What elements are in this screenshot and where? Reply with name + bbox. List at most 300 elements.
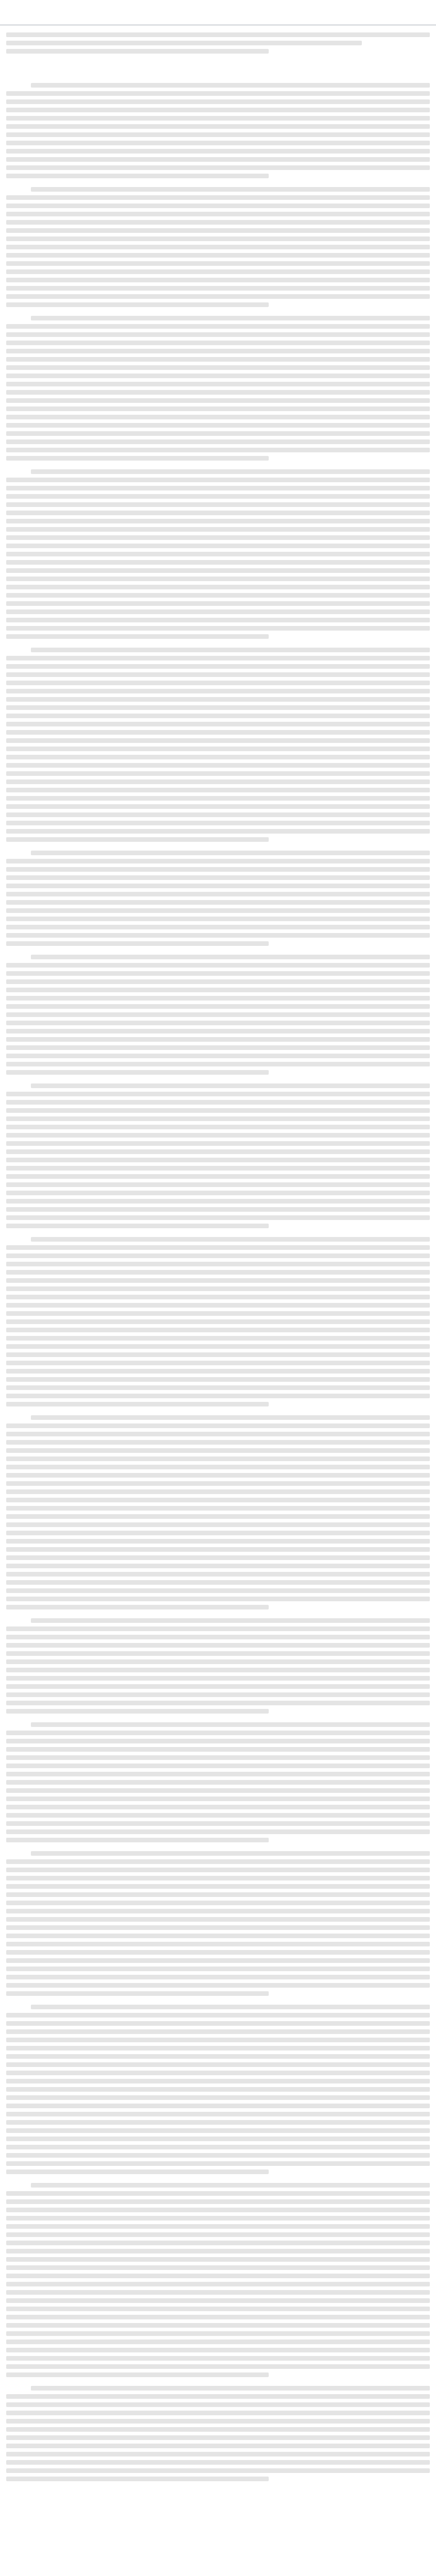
text-line-placeholder bbox=[31, 187, 430, 192]
text-line-placeholder bbox=[6, 626, 430, 631]
paragraph-gap bbox=[6, 464, 430, 469]
text-line-placeholder bbox=[6, 1377, 430, 1382]
text-line-placeholder bbox=[6, 618, 430, 622]
text-line-placeholder bbox=[6, 859, 430, 863]
paragraph-gap bbox=[6, 1999, 430, 2005]
text-line-placeholder bbox=[6, 261, 430, 266]
text-line-placeholder bbox=[6, 1626, 430, 1631]
text-line-placeholder bbox=[6, 812, 430, 817]
text-line-placeholder bbox=[6, 2104, 430, 2108]
text-line-placeholder bbox=[6, 1755, 430, 1760]
text-line-placeholder bbox=[6, 220, 430, 225]
paragraph-gap bbox=[6, 1613, 430, 1618]
text-line-placeholder bbox=[6, 933, 430, 938]
text-line-placeholder bbox=[6, 382, 430, 386]
text-line-placeholder bbox=[6, 747, 430, 751]
text-line-placeholder bbox=[6, 1012, 430, 1017]
text-line-placeholder bbox=[6, 332, 430, 337]
text-line-placeholder bbox=[6, 1182, 430, 1187]
text-line-placeholder bbox=[6, 2298, 430, 2303]
text-line-placeholder bbox=[6, 1432, 430, 1436]
text-line-placeholder bbox=[6, 1838, 269, 1842]
text-line-placeholder bbox=[6, 1054, 430, 1058]
text-line-placeholder bbox=[6, 486, 430, 490]
text-line-placeholder bbox=[6, 32, 430, 37]
text-line-placeholder bbox=[6, 1739, 430, 1743]
text-line-placeholder bbox=[6, 672, 430, 677]
text-line-placeholder bbox=[6, 1701, 430, 1705]
text-line-placeholder bbox=[6, 448, 430, 452]
text-line-placeholder bbox=[6, 1270, 430, 1275]
text-line-placeholder bbox=[6, 1166, 430, 1171]
text-line-placeholder bbox=[6, 1344, 430, 1349]
text-line-placeholder bbox=[6, 1456, 430, 1461]
text-line-placeholder bbox=[31, 469, 430, 474]
text-line-placeholder bbox=[6, 705, 430, 710]
text-line-placeholder bbox=[31, 316, 430, 320]
text-line-placeholder bbox=[6, 2364, 430, 2369]
text-line-placeholder bbox=[6, 398, 430, 403]
text-line-placeholder bbox=[6, 2307, 430, 2311]
text-line-placeholder bbox=[6, 2257, 430, 2262]
text-line-placeholder bbox=[6, 988, 430, 992]
text-line-placeholder bbox=[6, 2153, 430, 2158]
text-line-placeholder bbox=[6, 2323, 430, 2328]
text-line-placeholder bbox=[6, 1402, 269, 1406]
text-line-placeholder bbox=[6, 1909, 430, 1913]
text-line-placeholder bbox=[6, 1328, 430, 1332]
text-line-placeholder bbox=[6, 2137, 430, 2141]
text-line-placeholder bbox=[6, 1514, 430, 1519]
text-line-placeholder bbox=[31, 1618, 430, 1623]
text-line-placeholder bbox=[6, 2062, 430, 2067]
text-line-placeholder bbox=[6, 1829, 430, 1834]
text-line-placeholder bbox=[6, 2208, 430, 2212]
text-line-placeholder bbox=[6, 821, 430, 825]
text-line-placeholder bbox=[6, 1394, 430, 1398]
text-line-placeholder bbox=[6, 431, 430, 436]
text-line-placeholder bbox=[6, 837, 269, 842]
text-line-placeholder bbox=[6, 1062, 430, 1066]
text-line-placeholder bbox=[6, 1780, 430, 1785]
text-line-placeholder bbox=[6, 552, 430, 556]
paragraph-gap bbox=[6, 1232, 430, 1237]
text-line-placeholder bbox=[6, 278, 430, 282]
text-line-placeholder bbox=[6, 1942, 430, 1946]
text-line-placeholder bbox=[6, 1547, 430, 1552]
text-line-placeholder bbox=[6, 1892, 430, 1897]
text-line-placeholder bbox=[6, 502, 430, 507]
text-line-placeholder bbox=[6, 577, 430, 581]
text-line-placeholder bbox=[6, 1174, 430, 1179]
text-line-placeholder bbox=[6, 1772, 430, 1776]
text-line-placeholder bbox=[6, 141, 430, 145]
text-line-placeholder bbox=[6, 149, 430, 154]
text-line-placeholder bbox=[6, 1884, 430, 1889]
text-line-placeholder bbox=[6, 1369, 430, 1374]
text-line-placeholder bbox=[31, 1415, 430, 1420]
text-line-placeholder bbox=[6, 2029, 430, 2034]
text-line-placeholder bbox=[6, 763, 430, 768]
text-line-placeholder bbox=[6, 1950, 430, 1955]
text-line-placeholder bbox=[6, 2411, 430, 2415]
text-line-placeholder bbox=[6, 2468, 430, 2473]
page-title bbox=[0, 0, 436, 25]
text-line-placeholder bbox=[6, 1191, 430, 1195]
text-line-placeholder bbox=[6, 593, 430, 598]
text-line-placeholder bbox=[6, 41, 362, 45]
text-line-placeholder bbox=[6, 2427, 430, 2432]
text-line-placeholder bbox=[6, 1125, 430, 1129]
text-line-placeholder bbox=[6, 2315, 430, 2319]
text-line-placeholder bbox=[6, 2356, 430, 2361]
text-line-placeholder bbox=[6, 2112, 430, 2116]
text-line-placeholder bbox=[6, 1045, 430, 1050]
text-line-placeholder bbox=[6, 1876, 430, 1880]
text-line-placeholder bbox=[6, 1473, 430, 1478]
text-line-placeholder bbox=[6, 1522, 430, 1527]
text-line-placeholder bbox=[6, 1352, 430, 1357]
text-line-placeholder bbox=[6, 1361, 430, 1365]
text-line-placeholder bbox=[6, 917, 430, 921]
text-line-placeholder bbox=[6, 1597, 430, 1601]
text-line-placeholder bbox=[6, 1037, 430, 1042]
text-line-placeholder bbox=[31, 1722, 430, 1727]
text-line-placeholder bbox=[6, 601, 430, 606]
text-line-placeholder bbox=[6, 634, 269, 639]
text-line-placeholder bbox=[6, 1975, 430, 1979]
text-line-placeholder bbox=[6, 1245, 430, 1250]
text-line-placeholder bbox=[6, 1605, 269, 1609]
text-line-placeholder bbox=[6, 1440, 430, 1445]
text-line-placeholder bbox=[6, 228, 430, 233]
text-line-placeholder bbox=[6, 804, 430, 809]
text-line-placeholder bbox=[6, 2216, 430, 2221]
text-line-placeholder bbox=[31, 1083, 430, 1088]
text-line-placeholder bbox=[6, 1564, 430, 1568]
text-line-placeholder bbox=[6, 2054, 430, 2059]
text-line-placeholder bbox=[6, 1108, 430, 1113]
text-line-placeholder bbox=[6, 2402, 430, 2407]
text-line-placeholder bbox=[6, 1805, 430, 1809]
text-line-placeholder bbox=[6, 2079, 430, 2083]
text-line-placeholder bbox=[6, 1764, 430, 1768]
text-line-placeholder bbox=[31, 83, 430, 88]
text-line-placeholder bbox=[6, 779, 430, 784]
text-line-placeholder bbox=[6, 349, 430, 353]
text-line-placeholder bbox=[6, 1465, 430, 1469]
text-line-placeholder bbox=[6, 365, 430, 370]
text-line-placeholder bbox=[6, 963, 430, 968]
text-line-placeholder bbox=[6, 664, 430, 669]
text-line-placeholder bbox=[6, 1788, 430, 1793]
text-line-placeholder bbox=[6, 2199, 430, 2204]
text-line-placeholder bbox=[6, 1684, 430, 1689]
text-line-placeholder bbox=[6, 2435, 430, 2440]
text-line-placeholder bbox=[6, 1199, 430, 1204]
intro-paragraph bbox=[0, 25, 436, 63]
text-line-placeholder bbox=[6, 1278, 430, 1283]
text-line-placeholder bbox=[6, 302, 269, 307]
text-line-placeholder bbox=[31, 2386, 430, 2391]
text-line-placeholder bbox=[6, 1917, 430, 1922]
text-line-placeholder bbox=[6, 1859, 430, 1864]
text-line-placeholder bbox=[6, 730, 430, 735]
text-line-placeholder bbox=[6, 341, 430, 345]
text-line-placeholder bbox=[6, 1901, 430, 1905]
text-line-placeholder bbox=[6, 738, 430, 743]
text-line-placeholder bbox=[6, 195, 430, 200]
text-line-placeholder bbox=[6, 269, 430, 274]
text-line-placeholder bbox=[6, 788, 430, 792]
text-line-placeholder bbox=[6, 2372, 269, 2377]
paragraph-gap bbox=[6, 2485, 430, 2490]
text-line-placeholder bbox=[6, 124, 430, 129]
text-line-placeholder bbox=[6, 1925, 430, 1930]
text-line-placeholder bbox=[6, 1481, 430, 1486]
text-line-placeholder bbox=[6, 925, 430, 929]
paragraph-gap bbox=[6, 1078, 430, 1083]
text-line-placeholder bbox=[6, 245, 430, 249]
text-line-placeholder bbox=[6, 796, 430, 801]
text-line-placeholder bbox=[6, 2282, 430, 2286]
text-line-placeholder bbox=[6, 1262, 430, 1266]
text-line-placeholder bbox=[6, 2232, 430, 2237]
text-line-placeholder bbox=[6, 1588, 430, 1593]
text-line-placeholder bbox=[6, 1813, 430, 1818]
text-line-placeholder bbox=[6, 560, 430, 565]
text-line-placeholder bbox=[6, 697, 430, 702]
text-line-placeholder bbox=[6, 2071, 430, 2075]
paragraph-gap bbox=[6, 182, 430, 187]
text-line-placeholder bbox=[6, 1311, 430, 1316]
text-line-placeholder bbox=[31, 648, 430, 652]
text-line-placeholder bbox=[6, 108, 430, 112]
text-line-placeholder bbox=[6, 1286, 430, 1291]
text-line-placeholder bbox=[6, 2046, 430, 2050]
text-line-placeholder bbox=[6, 91, 430, 96]
text-line-placeholder bbox=[6, 212, 430, 216]
text-line-placeholder bbox=[6, 456, 269, 461]
text-line-placeholder bbox=[6, 829, 430, 834]
text-line-placeholder bbox=[6, 1797, 430, 1801]
text-line-placeholder bbox=[6, 1489, 430, 1494]
text-line-placeholder bbox=[31, 2183, 430, 2188]
text-line-placeholder bbox=[6, 165, 430, 170]
text-line-placeholder bbox=[6, 2419, 430, 2424]
text-line-placeholder bbox=[6, 2477, 269, 2481]
text-line-placeholder bbox=[6, 941, 269, 946]
text-line-placeholder bbox=[6, 2224, 430, 2229]
text-line-placeholder bbox=[6, 423, 430, 428]
text-line-placeholder bbox=[6, 771, 430, 776]
text-line-placeholder bbox=[6, 1448, 430, 1453]
text-line-placeholder bbox=[6, 2095, 430, 2100]
text-line-placeholder bbox=[6, 1141, 430, 1146]
text-line-placeholder bbox=[6, 1643, 430, 1648]
text-line-placeholder bbox=[6, 585, 430, 589]
text-line-placeholder bbox=[6, 1572, 430, 1577]
text-line-placeholder bbox=[6, 1651, 430, 1656]
text-line-placeholder bbox=[6, 1635, 430, 1639]
text-line-placeholder bbox=[6, 2265, 430, 2270]
text-line-placeholder bbox=[6, 1149, 430, 1154]
text-line-placeholder bbox=[6, 49, 269, 54]
text-line-placeholder bbox=[6, 439, 430, 444]
paragraph-gap bbox=[6, 2381, 430, 2386]
text-line-placeholder bbox=[6, 2460, 430, 2465]
text-line-placeholder bbox=[6, 1385, 430, 1390]
text-line-placeholder bbox=[6, 1253, 430, 1258]
text-line-placeholder bbox=[6, 714, 430, 718]
text-line-placeholder bbox=[6, 1224, 269, 1228]
text-line-placeholder bbox=[6, 1295, 430, 1299]
article-body bbox=[0, 80, 436, 2490]
text-line-placeholder bbox=[6, 1423, 430, 1428]
text-line-placeholder bbox=[31, 2005, 430, 2009]
text-line-placeholder bbox=[6, 1116, 430, 1121]
text-line-placeholder bbox=[6, 535, 430, 540]
text-line-placeholder bbox=[6, 875, 430, 880]
text-line-placeholder bbox=[6, 2013, 430, 2018]
text-line-placeholder bbox=[6, 511, 430, 515]
text-line-placeholder bbox=[6, 1958, 430, 1963]
text-line-placeholder bbox=[6, 1336, 430, 1341]
text-line-placeholder bbox=[6, 1303, 430, 1308]
text-line-placeholder bbox=[6, 2452, 430, 2456]
text-line-placeholder bbox=[6, 867, 430, 872]
text-line-placeholder bbox=[6, 2249, 430, 2253]
text-line-placeholder bbox=[6, 900, 430, 905]
text-line-placeholder bbox=[6, 1539, 430, 1544]
text-line-placeholder bbox=[6, 99, 430, 104]
text-line-placeholder bbox=[6, 1029, 430, 1033]
text-line-placeholder bbox=[6, 2145, 430, 2149]
text-line-placeholder bbox=[6, 996, 430, 1001]
paragraph-gap bbox=[6, 1846, 430, 1851]
text-line-placeholder bbox=[6, 755, 430, 759]
body-line-placeholders bbox=[6, 83, 430, 2490]
text-line-placeholder bbox=[6, 2128, 430, 2133]
text-line-placeholder bbox=[6, 979, 430, 984]
text-line-placeholder bbox=[6, 568, 430, 573]
text-line-placeholder bbox=[6, 2161, 430, 2166]
paragraph-gap bbox=[6, 642, 430, 648]
text-line-placeholder bbox=[6, 681, 430, 685]
text-line-placeholder bbox=[6, 478, 430, 482]
paragraph-gap bbox=[6, 1717, 430, 1722]
text-line-placeholder bbox=[6, 689, 430, 693]
text-line-placeholder bbox=[6, 2394, 430, 2399]
text-line-placeholder bbox=[6, 1506, 430, 1511]
text-line-placeholder bbox=[6, 1021, 430, 1025]
text-line-placeholder bbox=[6, 1070, 269, 1075]
text-line-placeholder bbox=[6, 2444, 430, 2448]
text-line-placeholder bbox=[6, 1092, 430, 1096]
text-line-placeholder bbox=[6, 2021, 430, 2026]
text-line-placeholder bbox=[6, 1692, 430, 1697]
text-line-placeholder bbox=[6, 1676, 430, 1681]
text-line-placeholder bbox=[6, 2274, 430, 2278]
text-line-placeholder bbox=[6, 1158, 430, 1162]
text-line-placeholder bbox=[6, 519, 430, 523]
text-line-placeholder bbox=[6, 357, 430, 362]
text-line-placeholder bbox=[6, 415, 430, 419]
text-line-placeholder bbox=[6, 2348, 430, 2352]
text-line-placeholder bbox=[31, 1237, 430, 1242]
text-line-placeholder bbox=[6, 324, 430, 329]
text-line-placeholder bbox=[6, 1498, 430, 1502]
text-line-placeholder bbox=[6, 722, 430, 726]
text-line-placeholder bbox=[6, 1747, 430, 1752]
paragraph-gap bbox=[6, 2178, 430, 2183]
text-line-placeholder bbox=[6, 908, 430, 913]
text-line-placeholder bbox=[6, 374, 430, 378]
text-line-placeholder bbox=[6, 294, 430, 299]
text-line-placeholder bbox=[6, 1868, 430, 1872]
text-line-placeholder bbox=[6, 253, 430, 258]
text-line-placeholder bbox=[6, 1991, 269, 1996]
paragraph-gap bbox=[6, 311, 430, 316]
text-line-placeholder bbox=[6, 544, 430, 548]
paragraph-gap bbox=[6, 1410, 430, 1415]
text-line-placeholder bbox=[6, 286, 430, 291]
text-line-placeholder bbox=[6, 656, 430, 660]
text-line-placeholder bbox=[6, 1215, 430, 1220]
text-line-placeholder bbox=[6, 494, 430, 499]
text-line-placeholder bbox=[6, 1319, 430, 1324]
text-line-placeholder bbox=[6, 2290, 430, 2295]
text-line-placeholder bbox=[6, 884, 430, 888]
text-line-placeholder bbox=[31, 851, 430, 855]
text-line-placeholder bbox=[31, 955, 430, 959]
text-line-placeholder bbox=[6, 1207, 430, 1212]
text-line-placeholder bbox=[6, 236, 430, 241]
text-line-placeholder bbox=[6, 2038, 430, 2042]
text-line-placeholder bbox=[6, 1531, 430, 1535]
text-line-placeholder bbox=[6, 527, 430, 532]
text-line-placeholder bbox=[6, 1659, 430, 1664]
text-line-placeholder bbox=[6, 1100, 430, 1105]
text-line-placeholder bbox=[6, 1133, 430, 1138]
text-line-placeholder bbox=[6, 1934, 430, 1938]
text-line-placeholder bbox=[6, 157, 430, 162]
text-line-placeholder bbox=[6, 116, 430, 121]
text-line-placeholder bbox=[6, 2241, 430, 2245]
section-heading bbox=[0, 66, 436, 80]
text-line-placeholder bbox=[6, 2331, 430, 2336]
text-line-placeholder bbox=[6, 2087, 430, 2092]
text-line-placeholder bbox=[6, 1731, 430, 1735]
text-line-placeholder bbox=[6, 971, 430, 976]
text-line-placeholder bbox=[6, 390, 430, 395]
text-line-placeholder bbox=[6, 892, 430, 896]
text-line-placeholder bbox=[6, 1967, 430, 1971]
paragraph-gap bbox=[6, 845, 430, 851]
text-line-placeholder bbox=[6, 1555, 430, 1560]
text-line-placeholder bbox=[6, 1580, 430, 1585]
text-line-placeholder bbox=[6, 2191, 430, 2196]
text-line-placeholder bbox=[6, 2120, 430, 2125]
text-line-placeholder bbox=[6, 1983, 430, 1988]
text-line-placeholder bbox=[6, 1709, 269, 1714]
text-line-placeholder bbox=[6, 132, 430, 137]
text-line-placeholder bbox=[6, 1668, 430, 1672]
text-line-placeholder bbox=[6, 1004, 430, 1009]
text-line-placeholder bbox=[31, 1851, 430, 1856]
text-line-placeholder bbox=[6, 2170, 269, 2174]
text-line-placeholder bbox=[6, 609, 430, 614]
